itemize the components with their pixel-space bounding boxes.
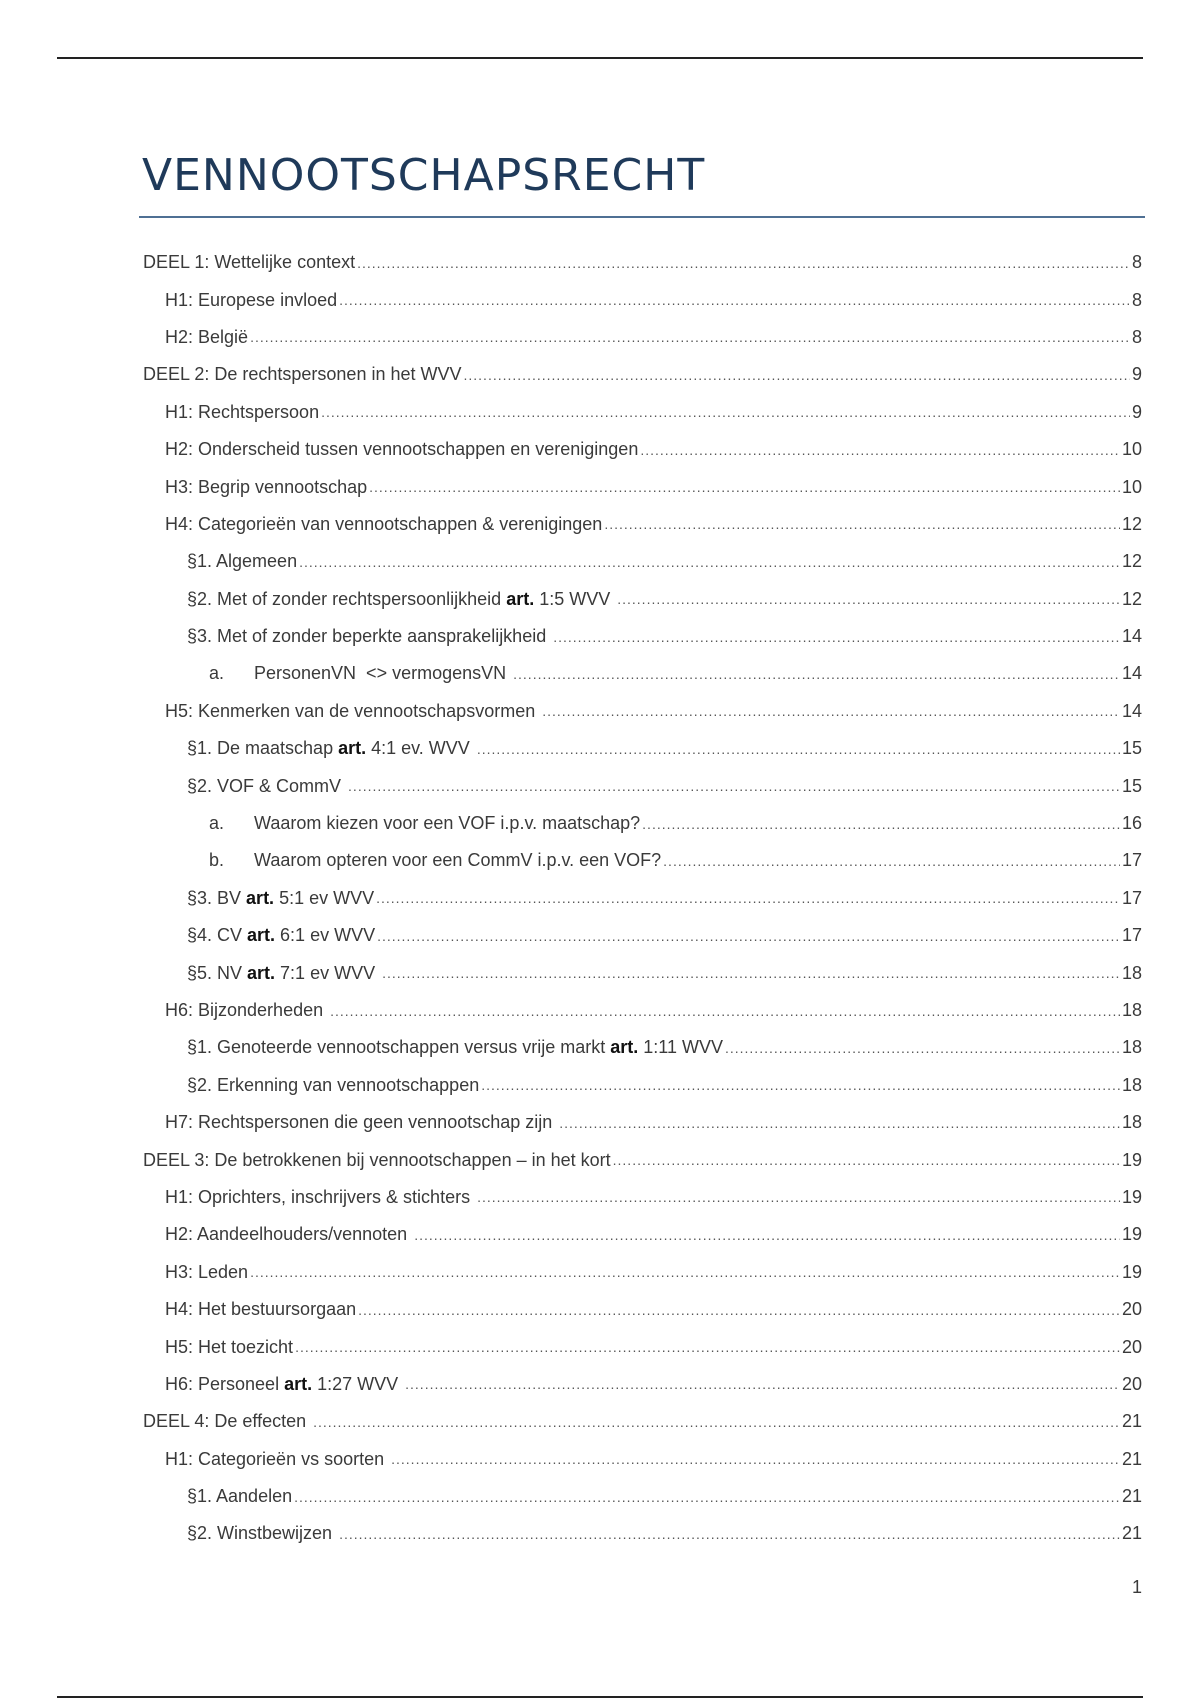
- toc-entry-text: H1: Rechtspersoon: [165, 401, 320, 422]
- toc-page-number: 12: [1121, 551, 1142, 572]
- footer-rule: [57, 1696, 1143, 1698]
- dot-leader: [295, 1339, 1120, 1355]
- dot-leader: [299, 554, 1120, 570]
- dot-leader: [559, 1115, 1120, 1131]
- toc-entry-title: [165, 1224, 412, 1245]
- article-label: art.: [338, 738, 367, 759]
- article-label: art.: [246, 887, 275, 908]
- toc-page-number: 20: [1121, 1299, 1142, 1320]
- toc-entry[interactable]: [0, 954, 1200, 991]
- toc-entry-text: §2. Met of zonder rechtspersoonlijkheid: [187, 588, 507, 609]
- toc-entry-title: [143, 364, 462, 385]
- dot-leader: [477, 741, 1120, 757]
- toc-entry-text: 7:1 ev WVV: [275, 962, 381, 983]
- toc-entry[interactable]: [0, 431, 1200, 468]
- toc-page-number: 12: [1121, 588, 1142, 609]
- dot-leader: [382, 965, 1120, 981]
- toc-entry-text: §3. BV: [187, 887, 247, 908]
- toc-entry[interactable]: [0, 992, 1200, 1029]
- toc-entry-text: H7: Rechtspersonen die geen vennootschap zijn: [165, 1112, 558, 1133]
- toc-entry[interactable]: [0, 618, 1200, 655]
- toc-entry[interactable]: [0, 1478, 1200, 1515]
- toc-entry-title: [187, 738, 475, 759]
- toc-entry-text: H2: Aandeelhouders/vennoten: [165, 1224, 413, 1245]
- toc-entry[interactable]: [0, 394, 1200, 431]
- toc-entry-title: [187, 1523, 337, 1544]
- toc-entry-title: [187, 925, 375, 946]
- toc-entry-marker: a.: [209, 813, 225, 834]
- dot-leader: [663, 853, 1120, 869]
- toc-entry[interactable]: [0, 730, 1200, 767]
- toc-entry[interactable]: [0, 1141, 1200, 1178]
- toc-page-number: 18: [1121, 962, 1142, 983]
- toc-entry-text: DEEL 2: De rechtspersonen in het WVV: [143, 364, 462, 385]
- toc-entry-text: 1:5 WVV: [534, 588, 616, 609]
- toc-page-number: 14: [1121, 700, 1142, 721]
- toc-entry[interactable]: [0, 693, 1200, 730]
- toc-page-number: 8: [1131, 326, 1142, 347]
- toc-entry-text: Waarom opteren voor een CommV i.p.v. een VOF?: [254, 850, 662, 871]
- dot-leader: [725, 1040, 1120, 1056]
- toc-page-number: 17: [1121, 887, 1142, 908]
- toc-entry-title: [165, 1337, 293, 1358]
- toc-entry-text: §2. Erkenning van vennootschappen: [187, 1074, 480, 1095]
- toc-entry-text: 5:1 ev WVV: [274, 887, 375, 908]
- toc-entry[interactable]: [0, 581, 1200, 618]
- toc-entry-title: [165, 1374, 403, 1395]
- toc-entry[interactable]: [0, 1291, 1200, 1328]
- toc-entry-title: [254, 663, 511, 684]
- toc-page-number: 18: [1121, 1000, 1142, 1020]
- toc-page-number: 21: [1121, 1448, 1142, 1469]
- toc-entry[interactable]: [0, 767, 1200, 804]
- toc-entry-text: H4: Het bestuursorgaan: [165, 1299, 357, 1320]
- article-label: art.: [284, 1373, 313, 1394]
- toc-entry-title: [165, 1187, 475, 1208]
- article-label: art.: [247, 925, 276, 946]
- toc-entry-title: [187, 963, 380, 984]
- toc-page-number: 15: [1121, 738, 1142, 759]
- toc-entry[interactable]: [0, 1515, 1200, 1552]
- dot-leader: [369, 479, 1120, 495]
- dot-leader: [604, 516, 1120, 532]
- toc-entry-text: DEEL 4: De effecten: [143, 1411, 312, 1432]
- toc-entry-title: [187, 1486, 292, 1507]
- dot-leader: [348, 778, 1120, 794]
- toc-entry[interactable]: [0, 506, 1200, 543]
- article-label: art.: [506, 588, 535, 609]
- toc-entry-title: [165, 402, 319, 423]
- table-of-contents: [0, 244, 1200, 1553]
- toc-entry[interactable]: [0, 281, 1200, 318]
- toc-entry-title: [187, 551, 297, 572]
- dot-leader: [250, 329, 1130, 345]
- toc-entry[interactable]: [0, 655, 1200, 692]
- toc-entry-text: §5. NV: [187, 962, 248, 983]
- toc-entry-text: H2: Onderscheid tussen vennootschappen en verenigingen: [165, 439, 639, 460]
- toc-entry-title: [187, 776, 346, 797]
- toc-entry-text: PersonenVN <> vermogensVN: [254, 663, 512, 684]
- toc-page-number: 9: [1131, 364, 1142, 385]
- toc-page-number: 20: [1121, 1373, 1142, 1394]
- toc-entry-text: §1. Algemeen: [187, 551, 298, 572]
- toc-page-number: 21: [1121, 1411, 1142, 1432]
- dot-leader: [357, 255, 1130, 271]
- dot-leader: [553, 629, 1120, 645]
- toc-entry[interactable]: [0, 1067, 1200, 1104]
- toc-entry-title: [165, 514, 602, 535]
- toc-entry-title: [254, 850, 661, 871]
- toc-entry[interactable]: [0, 1216, 1200, 1253]
- toc-entry-text: 1:11 WVV: [638, 1037, 723, 1058]
- toc-entry[interactable]: [0, 1179, 1200, 1216]
- toc-entry-text: §3. Met of zonder beperkte aansprakelijkheid: [187, 626, 552, 647]
- toc-entry-text: H5: Het toezicht: [165, 1336, 294, 1357]
- toc-entry-title: [165, 1449, 389, 1470]
- toc-page-number: 20: [1121, 1336, 1142, 1357]
- toc-page-number: 10: [1121, 439, 1142, 460]
- toc-entry[interactable]: [0, 1403, 1200, 1440]
- toc-entry-text: H3: Begrip vennootschap: [165, 476, 368, 497]
- toc-entry-text: §2. Winstbewijzen: [187, 1523, 338, 1544]
- toc-entry-text: 1:27 WVV: [312, 1373, 404, 1394]
- toc-entry-title: [187, 626, 551, 647]
- toc-entry-title: [187, 589, 615, 610]
- toc-page-number: 8: [1131, 252, 1142, 273]
- toc-entry-text: H4: Categorieën van vennootschappen & verenigingen: [165, 513, 603, 534]
- dot-leader: [330, 1003, 1120, 1019]
- toc-entry[interactable]: [0, 842, 1200, 879]
- dot-leader: [477, 1189, 1120, 1205]
- toc-entry-text: §1. Aandelen: [187, 1486, 293, 1507]
- toc-entry[interactable]: [0, 917, 1200, 954]
- toc-entry-text: H6: Personeel: [165, 1373, 285, 1394]
- dot-leader: [358, 1302, 1120, 1318]
- dot-leader: [481, 1077, 1120, 1093]
- document-title: VENNOOTSCHAPSRECHT: [142, 150, 706, 201]
- toc-page-number: 18: [1121, 1037, 1142, 1058]
- toc-entry-title: [165, 439, 638, 460]
- dot-leader: [542, 703, 1120, 719]
- toc-entry-text: §2. VOF & CommV: [187, 775, 347, 796]
- toc-entry-text: H1: Europese invloed: [165, 289, 338, 310]
- toc-entry[interactable]: [0, 805, 1200, 842]
- toc-page-number: 10: [1121, 476, 1142, 497]
- title-underline: [139, 216, 1145, 218]
- toc-entry-title: [187, 1075, 479, 1096]
- toc-entry-text: §1. Genoteerde vennootschappen versus vrije markt: [187, 1037, 611, 1058]
- dot-leader: [376, 890, 1120, 906]
- toc-page-number: 17: [1121, 925, 1142, 946]
- toc-page-number: 19: [1121, 1224, 1142, 1245]
- toc-entry-text: DEEL 1: Wettelijke context: [143, 252, 356, 273]
- toc-entry-title: [165, 290, 337, 311]
- toc-entry[interactable]: [0, 1104, 1200, 1141]
- toc-entry[interactable]: [0, 468, 1200, 505]
- toc-entry[interactable]: [0, 543, 1200, 580]
- toc-page-number: 8: [1131, 289, 1142, 310]
- toc-page-number: 16: [1121, 813, 1142, 834]
- dot-leader: [613, 1152, 1120, 1168]
- toc-page-number: 19: [1121, 1261, 1142, 1282]
- toc-entry-text: 4:1 ev. WVV: [366, 738, 475, 759]
- toc-entry-title: [165, 1000, 328, 1021]
- toc-entry-title: [165, 1262, 248, 1283]
- toc-entry-text: H1: Oprichters, inschrijvers & stichters: [165, 1186, 476, 1207]
- toc-entry-title: [187, 888, 374, 909]
- toc-entry-title: [165, 477, 367, 498]
- toc-page-number: 18: [1121, 1074, 1142, 1095]
- toc-entry[interactable]: [0, 244, 1200, 281]
- toc-entry-title: [165, 1299, 356, 1320]
- toc-entry-title: [143, 1411, 311, 1432]
- toc-entry-text: 6:1 ev WVV: [275, 925, 376, 946]
- toc-entry[interactable]: [0, 880, 1200, 917]
- toc-page-number: 14: [1121, 663, 1142, 684]
- dot-leader: [391, 1451, 1120, 1467]
- dot-leader: [339, 292, 1130, 308]
- dot-leader: [339, 1526, 1120, 1542]
- dot-leader: [617, 591, 1120, 607]
- toc-page-number: 9: [1131, 401, 1142, 422]
- dot-leader: [642, 816, 1120, 832]
- toc-page-number: 18: [1121, 1112, 1142, 1133]
- toc-entry-title: [143, 252, 355, 273]
- toc-entry-title: [165, 701, 540, 722]
- toc-entry-title: [165, 1112, 557, 1133]
- toc-page-number: 21: [1121, 1523, 1142, 1544]
- toc-entry[interactable]: [0, 1441, 1200, 1478]
- toc-page-number: 19: [1121, 1149, 1142, 1170]
- dot-leader: [250, 1264, 1120, 1280]
- toc-page-number: 14: [1121, 626, 1142, 647]
- dot-leader: [294, 1489, 1120, 1505]
- toc-entry-text: H2: België: [165, 326, 249, 347]
- dot-leader: [313, 1414, 1120, 1430]
- article-label: art.: [610, 1037, 639, 1058]
- toc-entry-text: §1. De maatschap: [187, 738, 339, 759]
- toc-entry-title: [187, 1037, 723, 1058]
- toc-entry[interactable]: [0, 1328, 1200, 1365]
- dot-leader: [321, 404, 1130, 420]
- dot-leader: [640, 442, 1120, 458]
- dot-leader: [405, 1376, 1120, 1392]
- page-number: 1: [1131, 1577, 1142, 1597]
- toc-page-number: 12: [1121, 513, 1142, 534]
- toc-entry-title: [143, 1150, 611, 1171]
- dot-leader: [464, 367, 1130, 383]
- toc-page-number: 21: [1121, 1486, 1142, 1507]
- dot-leader: [513, 666, 1120, 682]
- toc-page-number: 19: [1121, 1186, 1142, 1207]
- toc-entry[interactable]: [0, 1029, 1200, 1066]
- toc-entry[interactable]: [0, 356, 1200, 393]
- toc-entry[interactable]: [0, 1254, 1200, 1291]
- toc-entry-marker: a.: [209, 663, 225, 684]
- dot-leader: [377, 928, 1120, 944]
- toc-entry-text: H1: Categorieën vs soorten: [165, 1448, 390, 1469]
- toc-entry[interactable]: [0, 319, 1200, 356]
- toc-entry-text: H6: Bijzonderheden: [165, 1000, 329, 1020]
- toc-entry-title: [165, 327, 248, 348]
- toc-entry-text: §4. CV: [187, 925, 248, 946]
- toc-page-number: 17: [1121, 850, 1142, 871]
- toc-entry-text: Waarom kiezen voor een VOF i.p.v. maatschap?: [254, 813, 641, 834]
- toc-page-number: 15: [1121, 775, 1142, 796]
- article-label: art.: [247, 962, 276, 983]
- header-rule: [57, 57, 1143, 59]
- dot-leader: [414, 1227, 1120, 1243]
- toc-entry-title: [254, 813, 640, 834]
- toc-entry-text: DEEL 3: De betrokkenen bij vennootschappen – in het kort: [143, 1149, 611, 1170]
- toc-entry-text: H5: Kenmerken van de vennootschapsvormen: [165, 700, 541, 721]
- toc-entry-text: H3: Leden: [165, 1261, 249, 1282]
- toc-entry-marker: b.: [209, 850, 225, 871]
- toc-entry[interactable]: [0, 1366, 1200, 1403]
